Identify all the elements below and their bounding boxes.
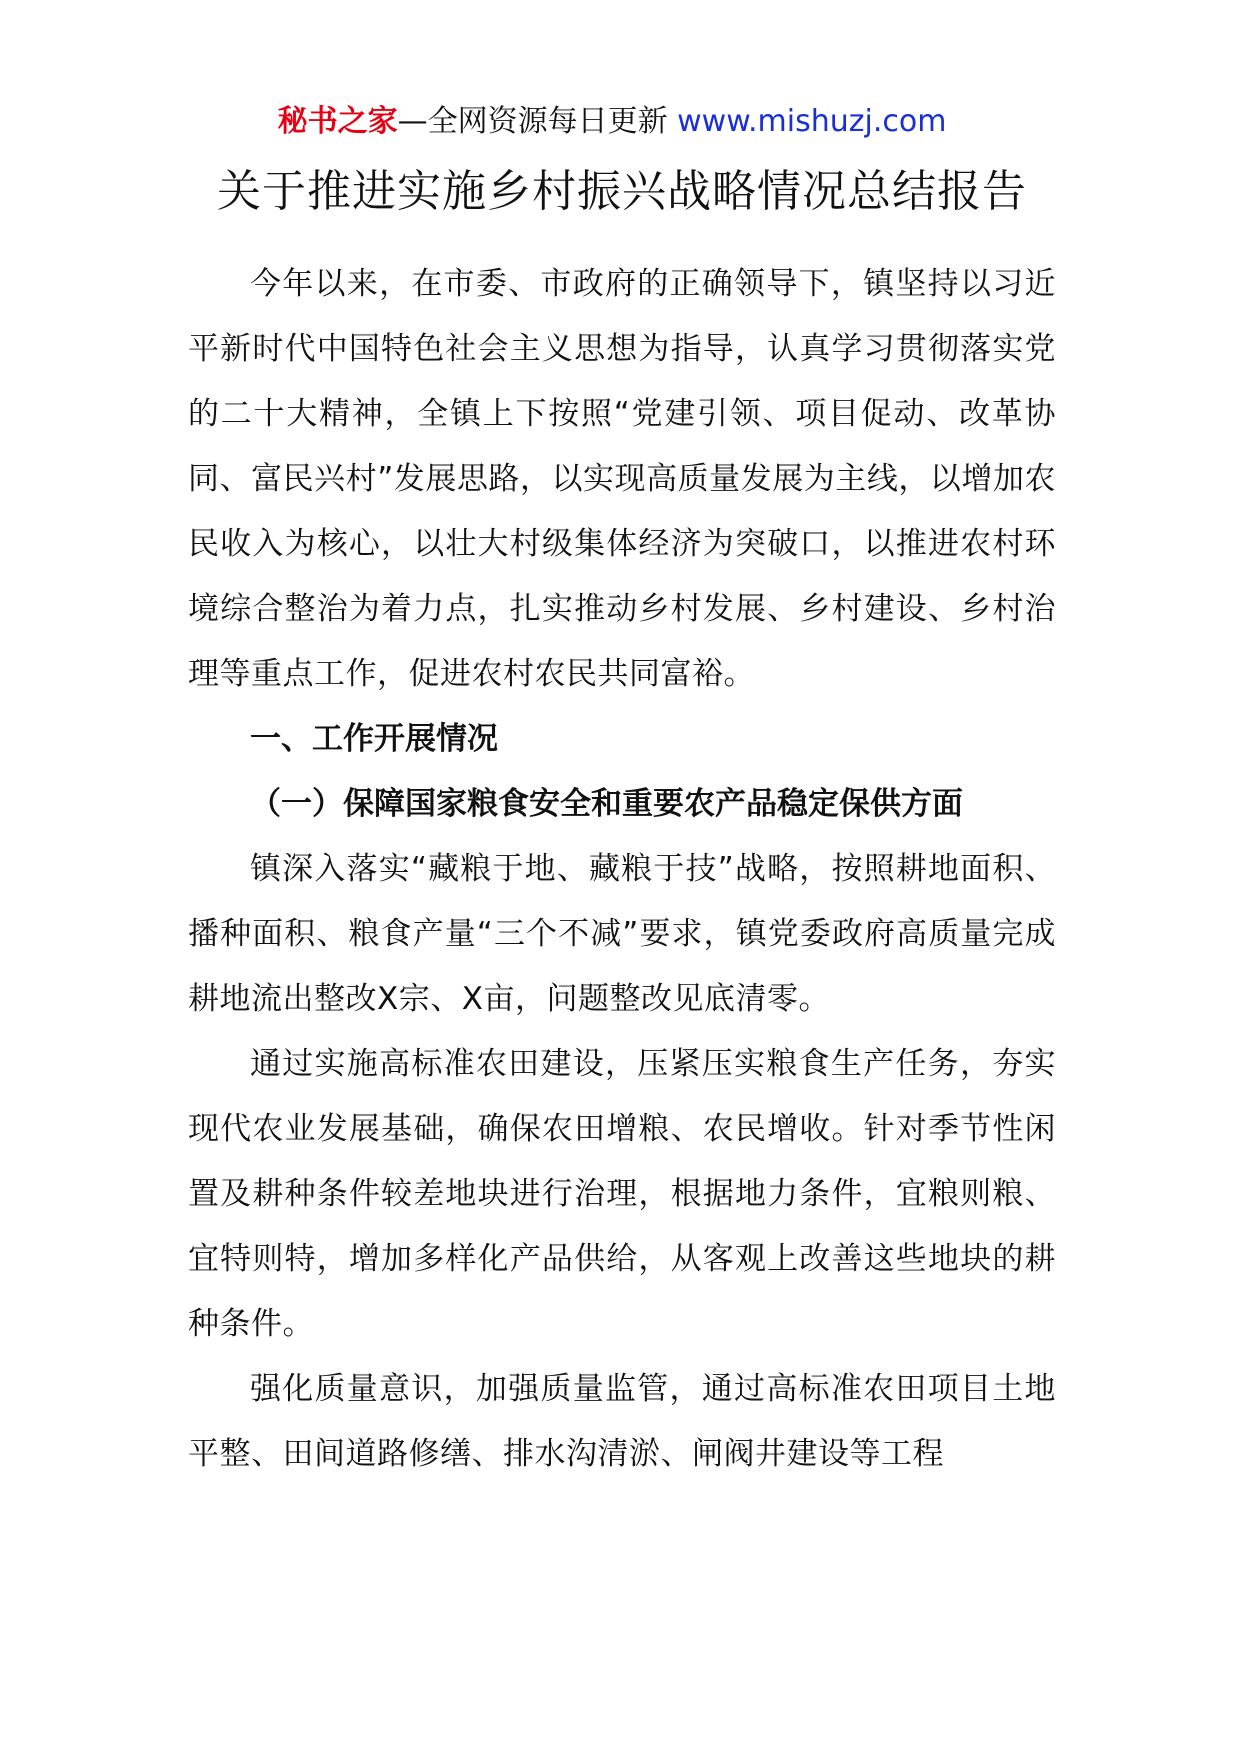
subsection-heading: （一）保障国家粮食安全和重要农产品稳定保供方面 <box>250 786 963 822</box>
document-page <box>188 100 1056 1487</box>
body-paragraph-3: 强化质量意识，加强质量监管，通过高标准农田项目土地平整、田间道路修缮、排水沟清淤、闸阀井建设等工程 <box>188 1371 1056 1472</box>
body-paragraph-1: 镇深入落实“藏粮于地、藏粮于技”战略，按照耕地面积、播种面积、粮食产量“三个不减”要求，镇党委政府高质量完成耕地流出整改X宗、X亩，问题整改见底清零。 <box>188 851 1056 1017</box>
site-url-link[interactable]: www.mishuzj.com <box>677 104 947 139</box>
intro-paragraph: 今年以来，在市委、市政府的正确领导下，镇坚持以习近平新时代中国特色社会主义思想为指导，认真学习贯彻落实党的二十大精神，全镇上下按照“党建引领、项目促动、改革协同、富民兴村”发展思路，以实现高质量发展为主线，以增加农民收入为核心，以壮大村级集体经济为突破口，以推进农村环境综合整治为着力点，扎实推动乡村发展、乡村建设、乡村治理等重点工作，促进农村农民共同富裕。 <box>188 266 1056 692</box>
header-slogan: —全网资源每日更新 <box>397 104 668 139</box>
body-paragraph-2: 通过实施高标准农田建设，压紧压实粮食生产任务，夯实现代农业发展基础，确保农田增粮、农民增收。针对季节性闲置及耕种条件较差地块进行治理，根据地力条件，宜粮则粮、宜特则特，增加多样化产品供给，从客观上改善这些地块的耕种条件。 <box>188 1046 1056 1342</box>
site-header <box>168 100 1056 144</box>
section-heading: 一、工作开展情况 <box>250 721 498 757</box>
document-title: 关于推进实施乡村振兴战略情况总结报告 <box>217 166 1027 217</box>
brand-name: 秘书之家 <box>277 104 398 139</box>
